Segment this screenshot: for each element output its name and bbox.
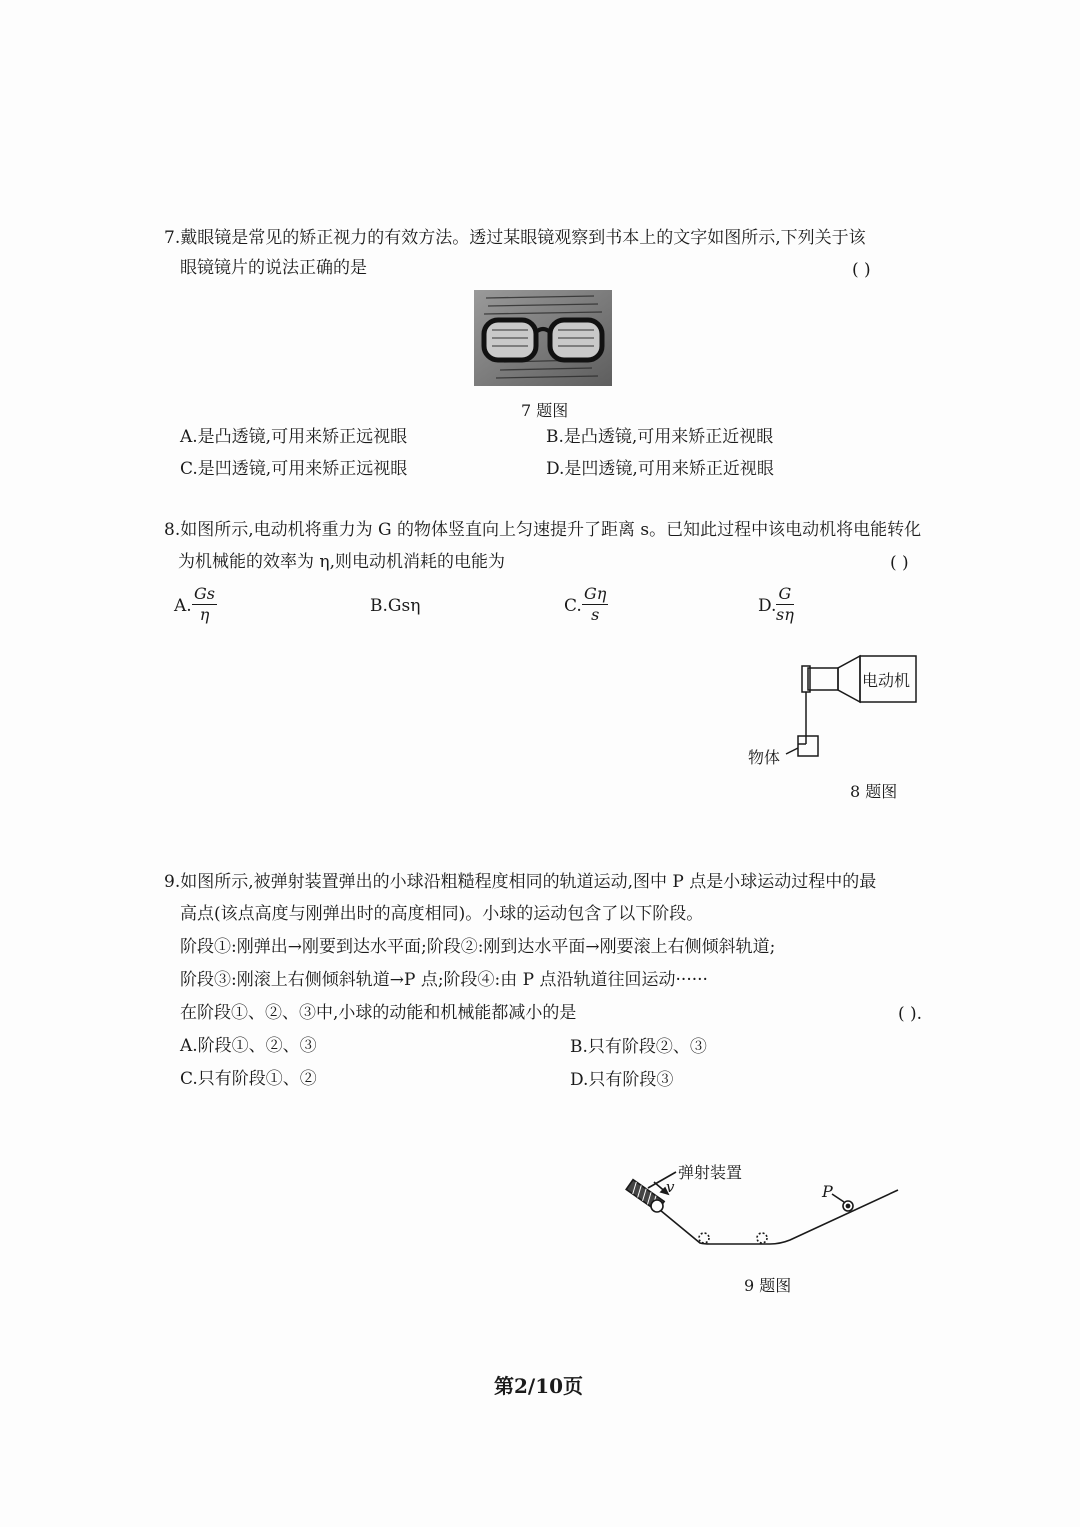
ball-launch xyxy=(651,1200,663,1212)
q8-figure-caption: 8 题图 xyxy=(850,782,898,801)
q7-option-c: C.是凹透镜,可用来矫正远视眼 xyxy=(180,459,408,479)
q8-motor-label: 电动机 xyxy=(862,671,911,690)
q9-line1: 9.如图所示,被弹射装置弹出的小球沿粗糙程度相同的轨道运动,图中 P 点是小球运动过程中的最 xyxy=(164,872,877,892)
q9-launcher-label: 弹射装置 xyxy=(678,1163,743,1182)
q8-option-d-label: D. xyxy=(758,596,777,616)
q8-option-a-denominator: η xyxy=(199,605,210,624)
q7-figure-caption: 7 题图 xyxy=(521,401,569,420)
q9-option-c: C.只有阶段①、② xyxy=(180,1069,317,1089)
q8-line1: 8.如图所示,电动机将重力为 G 的物体竖直向上匀速提升了距离 s。已知此过程中该电动机将电能转化 xyxy=(164,520,922,540)
q8-option-d-denominator: sη xyxy=(776,605,794,624)
q8-option-c-numerator: Gη xyxy=(584,584,607,603)
motor-cone xyxy=(838,656,860,702)
q8-option-c-denominator: s xyxy=(591,605,600,624)
ball-flat-2 xyxy=(757,1233,767,1243)
q8-option-c-fraction xyxy=(582,584,608,625)
q7-glasses-photo xyxy=(474,290,612,386)
object-leader xyxy=(786,748,798,754)
q8-option-b: B.Gsη xyxy=(370,596,421,616)
q9-line3: 阶段①:刚弹出→刚要到达水平面;阶段②:刚到达水平面→刚要滚上右侧倾斜轨道; xyxy=(180,937,776,957)
p-leader xyxy=(832,1194,844,1202)
q7-line1: 7.戴眼镜是常见的矫正视力的有效方法。透过某眼镜观察到书本上的文字如图所示,下列关于该 xyxy=(164,228,866,248)
q8-option-a-fraction xyxy=(192,584,217,625)
q8-line2: 为机械能的效率为 η,则电动机消耗的电能为 xyxy=(178,552,505,572)
q9-line5: 在阶段①、②、③中,小球的动能和机械能都减小的是 xyxy=(180,1003,577,1023)
q8-option-d-numerator: G xyxy=(776,584,794,605)
q8-object-label: 物体 xyxy=(748,748,781,767)
q9-line2: 高点(该点高度与刚弹出时的高度相同)。小球的运动包含了以下阶段。 xyxy=(180,904,704,924)
q7-option-b: B.是凸透镜,可用来矫正近视眼 xyxy=(546,427,774,447)
q7-line2: 眼镜镜片的说法正确的是 xyxy=(180,258,367,278)
q9-line4: 阶段③:刚滚上右侧倾斜轨道→P 点;阶段④:由 P 点沿轨道往回运动······ xyxy=(180,970,708,990)
q9-velocity-label: v xyxy=(666,1178,675,1196)
q9-option-d: D.只有阶段③ xyxy=(570,1070,674,1090)
page-number: 第2/10页 xyxy=(494,1374,584,1398)
q9-option-a: A.阶段①、②、③ xyxy=(180,1036,317,1056)
motor-shaft xyxy=(808,668,838,690)
q7-answer-paren: ( ) xyxy=(852,260,871,280)
object-box xyxy=(798,736,818,756)
q7-option-d: D.是凹透镜,可用来矫正近视眼 xyxy=(546,459,774,479)
q8-option-a-numerator: Gs xyxy=(194,584,215,603)
q9-answer-paren: ( ). xyxy=(898,1004,923,1024)
q9-option-b: B.只有阶段②、③ xyxy=(570,1037,707,1057)
q7-option-a: A.是凸透镜,可用来矫正远视眼 xyxy=(180,427,408,447)
q8-option-a-label: A. xyxy=(174,596,192,616)
q8-answer-paren: ( ) xyxy=(890,553,909,573)
q8-option-c-label: C. xyxy=(564,596,582,616)
ball-flat-1 xyxy=(699,1233,709,1243)
q8-option-d-fraction xyxy=(776,584,794,625)
q9-point-p-label: P xyxy=(822,1182,833,1201)
motor-drum xyxy=(802,666,810,692)
q9-track-diagram xyxy=(620,1150,910,1260)
q9-figure-caption: 9 题图 xyxy=(744,1276,792,1295)
track xyxy=(660,1190,898,1244)
